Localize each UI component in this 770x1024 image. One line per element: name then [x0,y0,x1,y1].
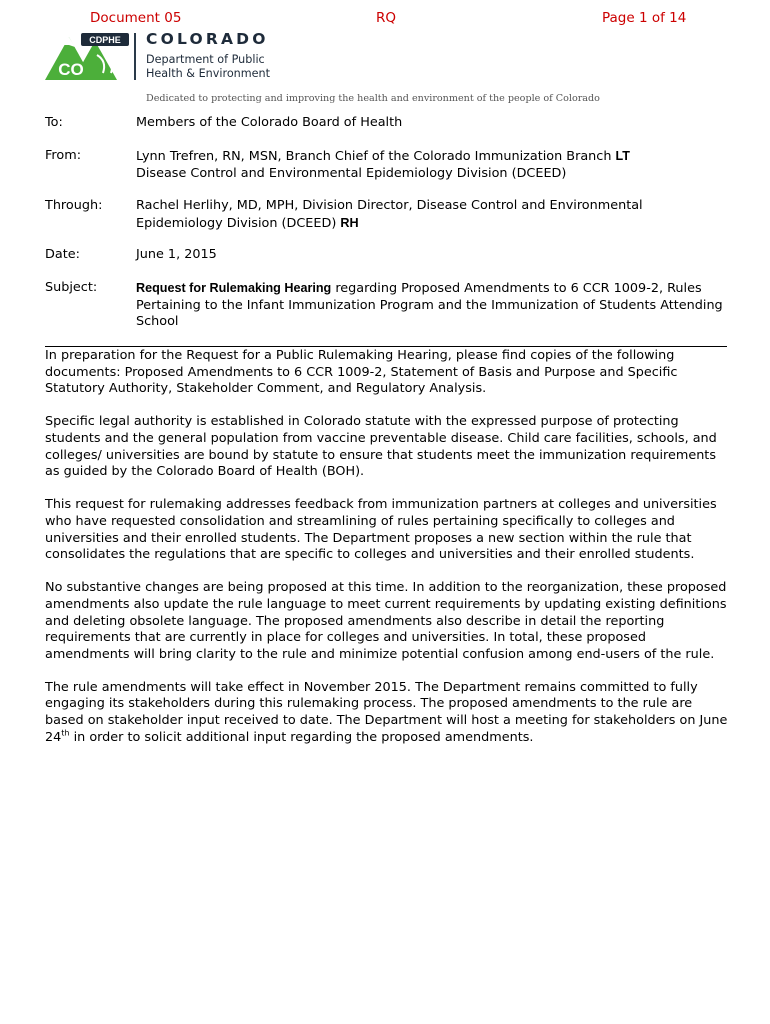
body-paragraph-4: No substantive changes are being proposed at this time. In addition to the reorganization, these proposed amendments also update the rule language to meet current requirements by updating existing definitions and deleting obsolete language. The proposed amendments also describe in detail the reporting requirements that are currently in place for colleges and universities. In total, these proposed amendments will bring clarity to the rule and minimize potential confusion among end-users of the rule. [45,580,727,662]
p5-end: in order to solicit additional input regarding the proposed amendments. [69,729,534,745]
logo-co-text: CO [58,60,84,79]
from-line1: Lynn Trefren, RN, MSN, Branch Chief of the Colorado Immunization Branch [136,149,612,164]
from-line2: Disease Control and Environmental Epidemiology Division (DCEED) [136,165,567,181]
memo-body [45,348,730,763]
through-text: Rachel Herlihy, MD, MPH, Division Director, Disease Control and Environmental Epidemiology Division (DCEED) [136,198,643,231]
agency-tagline: Dedicated to protecting and improving the health and environment of the people of Colorado [146,93,600,104]
page-indicator: Page 1 of 14 [602,10,687,26]
logo-state-name: COLORADO [146,30,269,48]
logo-badge-text: CDPHE [89,35,121,45]
through-initials: RH [340,215,359,230]
subject-rest: regarding Proposed Amendments to 6 CCR 1009-2, Rules Pertaining to the Infant Immunization Program and the Immunization of Students Attending School [136,281,723,329]
to-value: Members of the Colorado Board of Health [136,115,403,130]
header-divider [45,346,727,347]
from-value [136,148,726,182]
from-initials: LT [615,149,630,163]
body-paragraph-2: Specific legal authority is established in Colorado statute with the expressed purpose of protecting students and the general population from vaccine preventable disease. Child care facilities, schools, and colleges/ universities are bound by statute to ensure that students meet the immunization requirements as guided by the Colorado Board of Health (BOH). [45,414,717,480]
document-number: Document 05 [90,10,182,26]
subject-value [136,280,726,331]
logo-divider [134,33,136,80]
through-value [136,198,726,232]
to-label: To: [45,115,63,130]
date-value: June 1, 2015 [136,247,217,262]
body-paragraph-3: This request for rulemaking addresses feedback from immunization partners at colleges and universities who have requested consolidation and streamlining of rules pertaining specifically to colleges and universities and their enrolled students. The Department proposes a new section within the rule that consolidates the regulations that are specific to colleges and universities and their enrolled students. [45,497,717,563]
p5-superscript: th [61,728,70,738]
cdphe-mountain-logo-icon [45,33,131,81]
p5-main: The rule amendments will take effect in November 2015. The Department remains committed to fully engaging its stakeholders during this rulemaking process. The proposed amendments to the rule are based on stakeholder input received to date. The Department will host a meeting for stakeholders on June 24 [45,679,728,745]
cdphe-logo [45,30,285,83]
body-paragraph-5 [45,680,730,746]
logo-dept-line1: Department of Public [146,53,265,66]
body-paragraph-1: In preparation for the Request for a Public Rulemaking Hearing, please find copies of the following documents: Proposed Amendments to 6 CCR 1009-2, Statement of Basis and Purpose and Specific Statutory Authority, Stakeholder Comment, and Regulatory Analysis. [45,348,678,397]
logo-dept-line2: Health & Environment [146,67,271,80]
subject-label: Subject: [45,280,98,295]
document-code: RQ [376,10,397,26]
from-label: From: [45,148,82,163]
subject-bold: Request for Rulemaking Hearing [136,281,332,295]
through-label: Through: [45,198,103,213]
logo-department [146,53,270,81]
date-label: Date: [45,247,80,262]
